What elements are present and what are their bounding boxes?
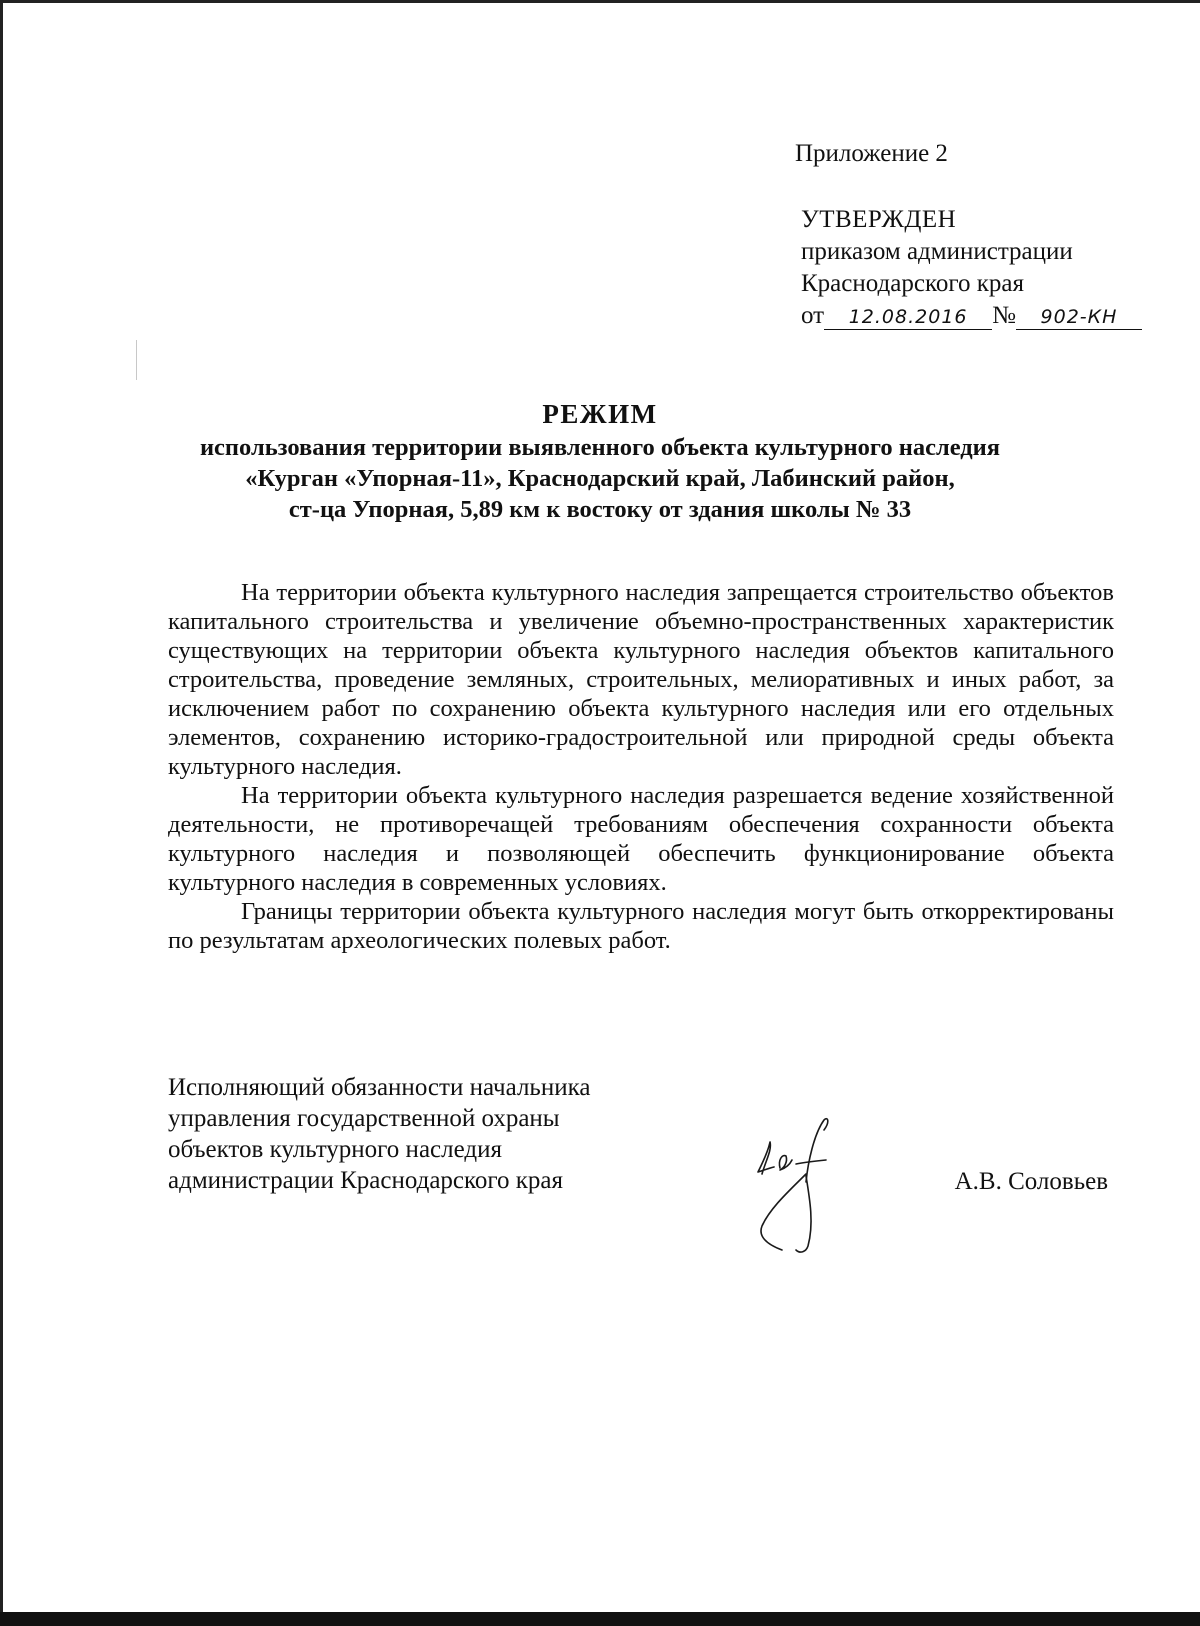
title-line-3: ст-ца Упорная, 5,89 км к востоку от здания школы № 33 xyxy=(288,496,912,523)
title-line-2: «Курган «Упорная-11», Краснодарский край, Лабинский район, xyxy=(245,465,955,492)
order-number-label: № xyxy=(992,302,1016,329)
signer-position-line-4: администрации Краснодарского края xyxy=(168,1167,564,1194)
handwritten-signature xyxy=(748,1112,868,1262)
signature-block xyxy=(168,1072,1114,1272)
document-body xyxy=(168,578,1114,955)
scan-artifact xyxy=(136,340,137,380)
scan-edge-left xyxy=(0,0,3,1626)
title-heading: РЕЖИМ xyxy=(542,399,658,429)
approved-label: УТВЕРЖДЕН xyxy=(801,206,957,233)
scan-edge-top xyxy=(0,0,1200,3)
signer-position-line-3: объектов культурного наследия xyxy=(168,1136,502,1163)
signer-position xyxy=(168,1072,688,1196)
order-line xyxy=(801,300,1175,332)
scan-edge-bottom xyxy=(0,1612,1200,1626)
approval-stamp-text xyxy=(795,204,1175,332)
appendix-label: Приложение 2 xyxy=(795,140,948,167)
order-number: 902-КН xyxy=(1016,305,1142,330)
approval-line-1: приказом администрации xyxy=(801,238,1073,265)
signer-name: А.В. Соловьев xyxy=(954,1168,1108,1195)
body-paragraph-3: Границы территории объекта культурного наследия могут быть откорректированы по результатам археологических полевых работ. xyxy=(168,898,1114,954)
body-paragraph-2: На территории объекта культурного наследия разрешается ведение хозяйственной деятельности, не противоречащей требованиям обеспечения сохранности объекта культурного наследия и позволяющей обеспечить функционирование объекта культурного наследия в современных условиях. xyxy=(168,782,1114,896)
signer-position-line-2: управления государственной охраны xyxy=(168,1105,560,1132)
approval-block xyxy=(795,138,1175,332)
order-date: 12.08.2016 xyxy=(824,305,992,330)
approval-line-2: Краснодарского края xyxy=(801,270,1024,297)
body-paragraph-1: На территории объекта культурного наследия запрещается строительство объектов капитального строительства и увеличение объемно-пространственных характеристик существующих на территории объекта культурного наследия объектов капитального строительства, проведение земляных, строительных, мелиоративных и иных работ, за исключением работ по сохранению объекта культурного наследия или его отдельных элементов, сохранению историко-градостроительной или природной среды объекта культурного наследия. xyxy=(168,579,1114,780)
order-from-label: от xyxy=(801,302,825,329)
signer-position-line-1: Исполняющий обязанности начальника xyxy=(168,1074,591,1101)
document-title xyxy=(150,396,1050,525)
title-line-1: использования территории выявленного объекта культурного наследия xyxy=(199,434,1001,461)
